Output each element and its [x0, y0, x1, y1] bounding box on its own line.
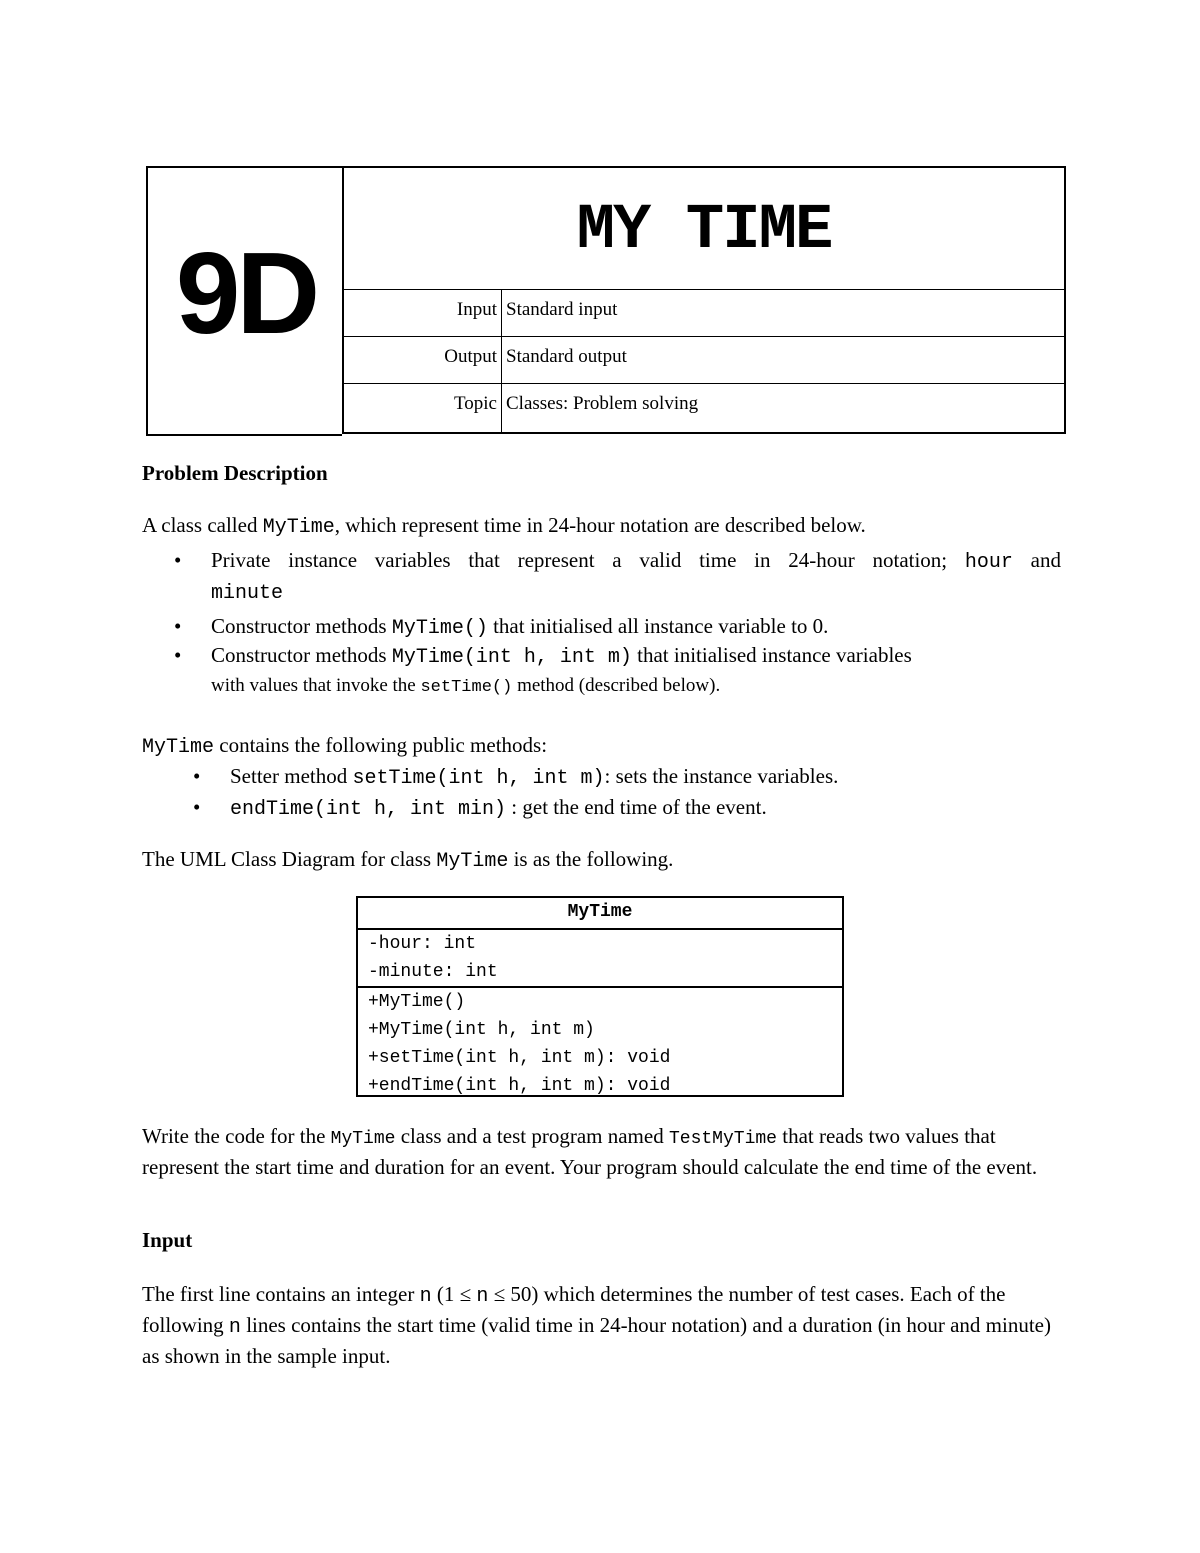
text-span: : get the end time of the event.: [506, 795, 767, 819]
code-span: MyTime: [142, 736, 215, 759]
meta-label: Topic: [344, 384, 502, 432]
intro-paragraph: [142, 511, 1062, 542]
problem-header: [146, 166, 1066, 436]
meta-row-output: [342, 337, 1066, 384]
text-span: and: [1012, 548, 1061, 572]
text-span: is as the following.: [508, 847, 674, 871]
code-span: setTime(): [420, 678, 513, 697]
code-span: n: [228, 1316, 241, 1339]
text-span: Setter method: [230, 764, 353, 788]
text-span: that reads two values that represent the start time and duration for an event. Your program should calculate the end time of the event.: [142, 1124, 1038, 1179]
uml-class-diagram: [356, 896, 844, 1097]
text-span: A class called: [142, 513, 263, 537]
uml-method: +MyTime(int h, int m): [368, 1020, 595, 1040]
text-span: class and a test program named: [395, 1124, 669, 1148]
uml-class-name: MyTime: [358, 898, 842, 930]
text-span: , which represent time in 24-hour notation are described below.: [334, 513, 866, 537]
meta-value: Standard input: [506, 299, 618, 320]
task-paragraph: [142, 1122, 1062, 1181]
uml-attribute: -hour: int: [368, 934, 477, 954]
code-span: endTime(int h, int min): [230, 798, 507, 821]
problem-title-cell: [342, 166, 1066, 290]
bullet-endtime: [230, 792, 767, 825]
text-span: contains the following public methods:: [214, 733, 548, 757]
text-span: that initialised instance variables: [631, 643, 912, 667]
text-span: Constructor methods: [211, 614, 392, 638]
bullet-private-vars: [211, 545, 1061, 578]
meta-label: Output: [344, 337, 502, 383]
text-span: ≤ 50) which determines the number of test cases. Each of the following: [142, 1282, 1006, 1337]
bullet-settime: [230, 761, 838, 794]
text-span: that initialised all instance variable to 0.: [487, 614, 829, 638]
text-span: (1 ≤: [431, 1282, 477, 1306]
problem-title: MY TIME: [576, 195, 832, 267]
meta-label: Input: [344, 290, 502, 336]
code-span: MyTime: [436, 850, 509, 873]
text-span: : sets the instance variables.: [604, 764, 839, 788]
bullet-dot: •: [193, 795, 201, 819]
bullet-private-vars-cont: [211, 576, 283, 609]
section-heading-input: Input: [142, 1228, 193, 1252]
uml-method: +MyTime(): [368, 992, 466, 1012]
meta-value: Standard output: [506, 346, 627, 367]
text-span: Constructor methods: [211, 643, 392, 667]
code-span: MyTime: [262, 516, 335, 539]
uml-method: +endTime(int h, int m): void: [368, 1076, 671, 1096]
meta-row-topic: [342, 384, 1066, 434]
code-span: n: [419, 1285, 432, 1308]
text-span: Private instance variables that represent a valid time in 24-hour notation;: [211, 548, 965, 572]
methods-paragraph: [142, 731, 1062, 762]
code-span: minute: [211, 582, 284, 605]
code-span: setTime(int h, int m): [352, 767, 605, 790]
uml-intro-paragraph: [142, 845, 1062, 876]
meta-value: Classes: Problem solving: [506, 393, 699, 414]
meta-row-input: [342, 290, 1066, 337]
uml-attribute: -minute: int: [368, 962, 498, 982]
bullet-dot: •: [174, 614, 182, 638]
uml-method: +setTime(int h, int m): void: [368, 1048, 671, 1068]
text-span: The UML Class Diagram for class: [142, 847, 437, 871]
code-span: TestMyTime: [668, 1129, 777, 1149]
text-span: Write the code for the: [142, 1124, 331, 1148]
bullet-param-constructor-cont: [211, 670, 720, 703]
code-span: MyTime(): [391, 617, 488, 640]
section-heading-problem: Problem Description: [142, 461, 328, 485]
input-paragraph: [142, 1280, 1062, 1371]
bullet-dot: •: [193, 764, 201, 788]
uml-attributes: [358, 930, 842, 988]
text-span: method (described below).: [512, 675, 721, 696]
bullet-dot: •: [174, 548, 182, 572]
text-span: with values that invoke the: [211, 675, 421, 696]
bullet-dot: •: [174, 643, 182, 667]
code-span: MyTime(int h, int m): [391, 646, 632, 669]
problem-code: 9D: [175, 228, 317, 358]
bullet-param-constructor: [211, 640, 912, 673]
text-span: The first line contains an integer: [142, 1282, 420, 1306]
uml-methods: [358, 988, 842, 1100]
code-span: MyTime: [330, 1129, 396, 1149]
code-span: n: [476, 1285, 489, 1308]
code-span: hour: [964, 551, 1013, 574]
text-span: lines contains the start time (valid time in 24-hour notation) and a duration (in hour and minute) as shown in the sample input.: [142, 1313, 1051, 1368]
problem-code-cell: [146, 166, 342, 436]
